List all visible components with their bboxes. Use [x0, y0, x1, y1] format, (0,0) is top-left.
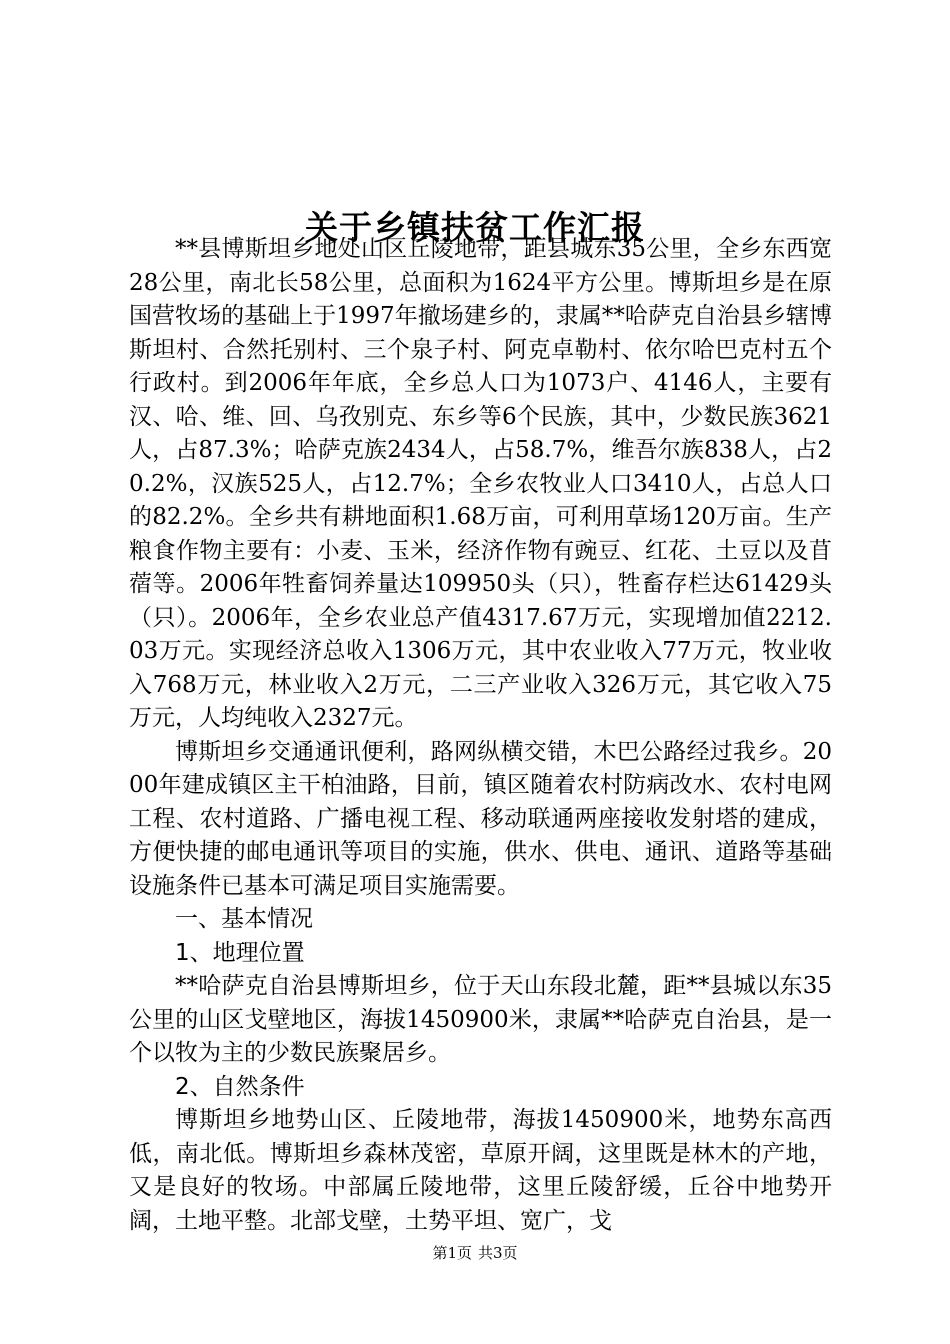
heading-geographic-location: 1、地理位置: [175, 939, 305, 966]
paragraph-location: **哈萨克自治县博斯坦乡，位于天山东段北麓，距**县城以东35公里的山区戈壁地区，海拔1450900米，隶属**哈萨克自治县，是一个以牧为主的少数民族聚居乡。: [129, 973, 832, 1066]
heading-basic-situation: 一、基本情况: [175, 906, 313, 932]
page-total: 共3页: [478, 1244, 518, 1262]
paragraph-infrastructure: 博斯坦乡交通通讯便利，路网纵横交错，木巴公路经过我乡。2000年建成镇区主干柏油路，目前，镇区随着农村防病改水、农村电网工程、农村道路、广播电视工程、移动联通两座接收发射塔的建成，方便快捷的邮电通讯等项目的实施，供水、供电、通讯、道路等基础设施条件已基本可满足项目实施需要。: [129, 738, 832, 899]
paragraph-overview: **县博斯坦乡地处山区丘陵地带，距县城东35公里，全乡东西宽28公里，南北长58公里，总面积为1624平方公里。博斯坦乡是在原国营牧场的基础上于1997年撤场建乡的，隶属**哈萨克自治县乡辖博斯坦村、合然托别村、三个泉子村、阿克卓勒村、依尔哈巴克村五个行政村。到2006年年底，全乡总人口为1073户、4146人，主要有汉、哈、维、回、乌孜别克、东乡等6个民族，其中，少数民族3621人，占87.3%；哈萨克族2434人，占58.7%，维吾尔族838人，占20.2%，汉族525人，占12.7%；全乡农牧业人口3410人，占总人口的82.2%。全乡共有耕地面积1.68万亩，可利用草场120万亩。生产粮食作物主要有：小麦、玉米，经济作物有豌豆、红花、土豆以及苜蓿等。2006年牲畜饲养量达109950头（只），牲畜存栏达61429头（只）。2006年，全乡农业总产值4317.67万元，实现增加值2212.03万元。实现经济总收入1306万元，其中农业收入77万元，牧业收入768万元，林业收入2万元，二三产业收入326万元，其它收入75万元，人均纯收入2327元。: [129, 236, 832, 731]
heading-natural-conditions: 2、自然条件: [175, 1073, 305, 1100]
paragraph-natural-conditions: 博斯坦乡地势山区、丘陵地带，海拔1450900米，地势东高西低，南北低。博斯坦乡森林茂密，草原开阔，这里既是林木的产地，又是良好的牧场。中部属丘陵地带，这里丘陵舒缓，丘谷中地势开阔，土地平整。北部戈壁，土势平坦、宽广，戈: [129, 1107, 832, 1234]
document-body: [129, 233, 832, 1238]
page-footer: [0, 1243, 950, 1263]
document-title: 关于乡镇扶贫工作汇报: [305, 208, 645, 248]
page-number: 第1页: [432, 1244, 472, 1262]
